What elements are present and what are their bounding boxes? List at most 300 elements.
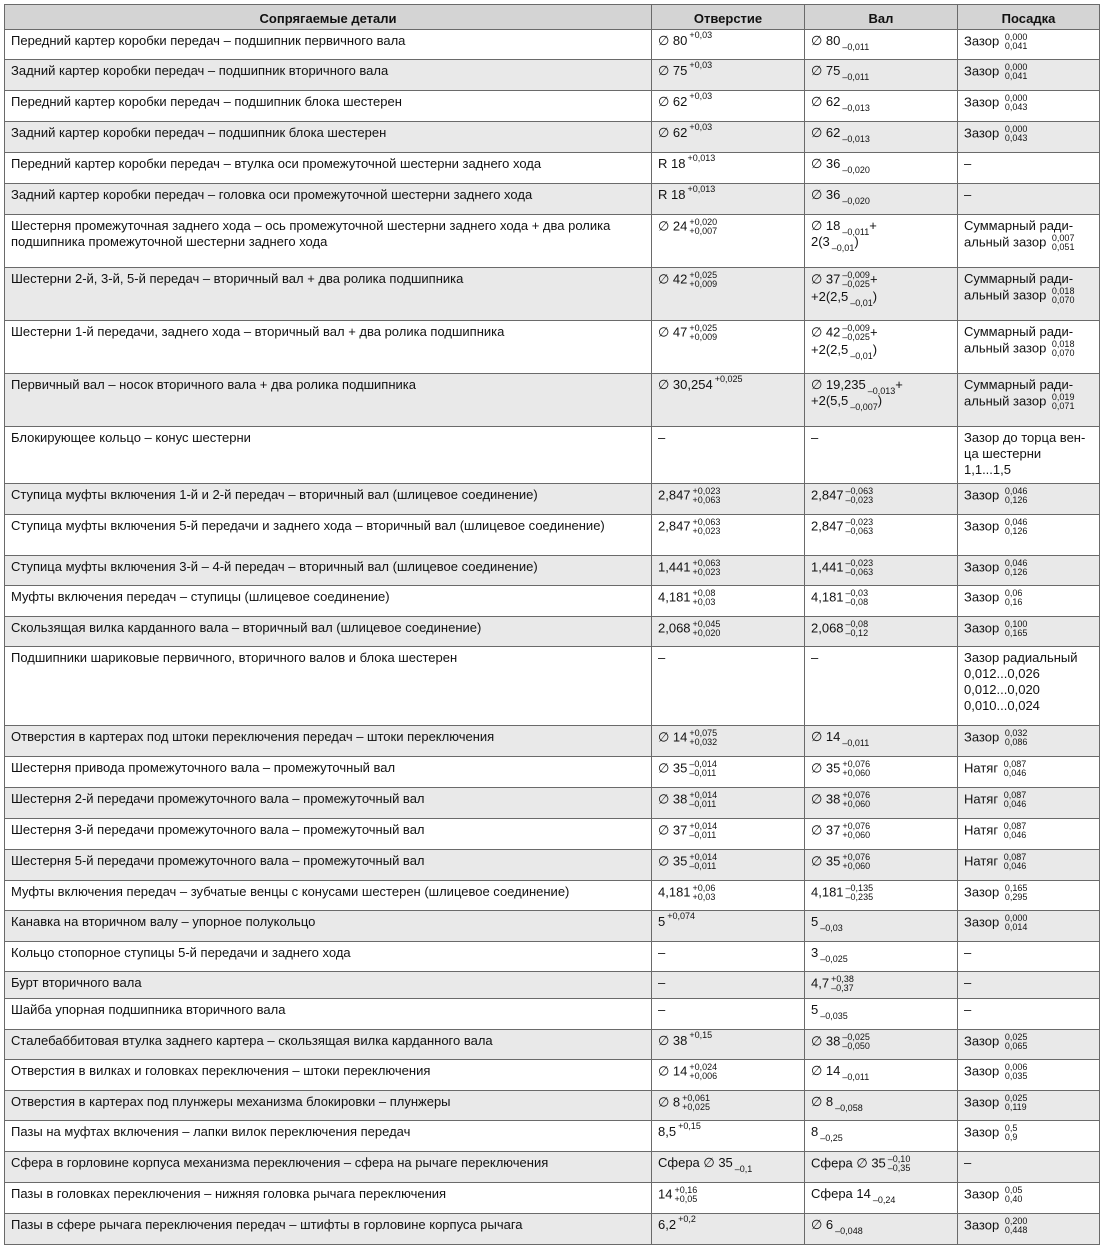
shaft-value <box>811 650 951 666</box>
fit-cell <box>958 911 1100 942</box>
fit-nominal: Суммарный ради- <box>964 377 1074 392</box>
hole-nominal: ∅ 38 <box>658 1033 688 1048</box>
lower-deviation: –0,08 <box>845 597 869 607</box>
hole-cell <box>652 726 805 757</box>
upper-deviation: –0,014 <box>689 759 717 769</box>
lower-deviation: +0,05 <box>674 1194 698 1204</box>
hole-nominal: ∅ 62 <box>658 125 688 140</box>
hole-nominal: – <box>658 430 666 445</box>
upper-deviation: 0,046 <box>1004 558 1028 568</box>
shaft-cell <box>805 942 958 972</box>
tolerance-stack <box>689 1063 717 1081</box>
lower-deviation: –0,011 <box>842 738 870 748</box>
table-row <box>5 999 1100 1030</box>
tolerance-stack <box>1004 853 1027 871</box>
shaft-value <box>811 63 951 82</box>
upper-deviation: 0,000 <box>1004 62 1028 72</box>
tolerance-stack <box>842 197 870 206</box>
tolerance-stack <box>689 1031 712 1040</box>
upper-deviation: +0,020 <box>689 217 718 227</box>
table-row <box>5 153 1100 184</box>
fit-value <box>964 156 1093 172</box>
lower-deviation: 0,014 <box>1004 922 1028 932</box>
tolerance-stack <box>842 1073 869 1082</box>
shaft-cell <box>805 881 958 911</box>
hole-cell <box>652 972 805 999</box>
fit-cell <box>958 942 1100 972</box>
shaft-nominal: ∅ 80 <box>811 33 841 48</box>
upper-deviation: –0,063 <box>845 486 874 496</box>
fit-value <box>964 234 1093 252</box>
parts-cell <box>5 850 652 881</box>
hole-nominal: 2,068 <box>658 620 691 636</box>
hole-value <box>658 1094 798 1112</box>
fit-nominal: 0,010...0,024 <box>964 698 1040 713</box>
lower-deviation: –0,01 <box>831 243 855 253</box>
tolerance-stack <box>689 271 717 289</box>
hole-value <box>658 1002 798 1018</box>
lower-deviation: –0,063 <box>845 567 874 577</box>
lower-deviation: 0,165 <box>1004 628 1028 638</box>
upper-deviation: 0,000 <box>1004 93 1028 103</box>
hole-cell <box>652 556 805 586</box>
lower-deviation: –0,025 <box>842 332 870 342</box>
hole-cell <box>652 1183 805 1214</box>
upper-deviation: 0,018 <box>1051 286 1075 296</box>
tolerance-stack <box>689 729 717 747</box>
tolerance-stack <box>842 760 870 778</box>
shaft-nominal: ∅ 75 <box>811 63 841 78</box>
fit-value <box>964 884 1093 902</box>
tolerance-stack <box>687 154 715 163</box>
fit-value <box>964 462 1093 478</box>
part-description: Кольцо стопорное ступицы 5-й передачи и заднего хода <box>11 945 351 960</box>
tolerance-stack <box>1005 1033 1028 1051</box>
upper-deviation: +0,014 <box>689 821 718 831</box>
tolerance-stack <box>842 1033 870 1051</box>
upper-deviation: +0,076 <box>842 759 871 769</box>
upper-deviation: +0,025 <box>689 270 718 280</box>
lower-deviation: 0,16 <box>1004 597 1023 607</box>
shaft-cell <box>805 268 958 321</box>
fit-cell <box>958 153 1100 184</box>
shaft-value <box>811 884 951 902</box>
shaft-cell <box>805 515 958 556</box>
hole-cell <box>652 1060 805 1091</box>
tolerance-stack <box>1005 884 1028 902</box>
lower-deviation: +0,060 <box>842 799 871 809</box>
upper-deviation: +0,025 <box>689 323 718 333</box>
fit-value <box>964 729 1093 747</box>
fit-value <box>964 650 1093 666</box>
fit-nominal: альный зазор <box>964 287 1050 303</box>
table-row <box>5 1121 1100 1152</box>
hole-nominal: ∅ 75 <box>658 63 688 78</box>
lower-deviation: +0,025 <box>682 1102 710 1112</box>
shaft-cell <box>805 374 958 427</box>
upper-deviation: 0,087 <box>1003 790 1027 800</box>
part-description: Канавка на вторичном валу – упорное полукольцо <box>11 914 316 929</box>
table-row <box>5 1214 1100 1245</box>
table-row <box>5 850 1100 881</box>
hole-cell <box>652 30 805 60</box>
tolerance-stack <box>689 123 712 132</box>
tolerance-stack <box>689 791 717 809</box>
hole-value <box>658 975 798 991</box>
upper-deviation: +0,013 <box>687 153 716 163</box>
lower-deviation: 0,9 <box>1004 1132 1018 1142</box>
lower-deviation: 0,126 <box>1004 526 1028 536</box>
tolerance-stack <box>735 1165 753 1174</box>
table-row <box>5 911 1100 942</box>
lower-deviation: 0,070 <box>1051 348 1075 358</box>
fit-value <box>964 853 1093 871</box>
tolerance-stack <box>842 853 870 871</box>
hole-nominal: ∅ 35 <box>658 760 688 776</box>
fit-nominal: 0,012...0,020 <box>964 682 1040 697</box>
hole-nominal: 2,847 <box>658 518 691 534</box>
upper-deviation: +0,15 <box>678 1121 701 1131</box>
parts-cell <box>5 484 652 515</box>
upper-deviation: –0,009 <box>842 270 870 280</box>
tolerance-stack <box>693 884 716 902</box>
shaft-value <box>811 729 951 748</box>
shaft-value <box>811 430 951 446</box>
lower-deviation: –0,007 <box>850 402 878 412</box>
fit-nominal: альный зазор <box>964 393 1050 409</box>
parts-cell <box>5 911 652 942</box>
shaft-value <box>811 187 951 206</box>
table-row <box>5 30 1100 60</box>
lower-deviation: +0,063 <box>692 495 721 505</box>
table-row <box>5 60 1100 91</box>
shaft-cell <box>805 647 958 726</box>
table-header-row <box>5 5 1100 30</box>
fit-value <box>964 822 1093 840</box>
table-row <box>5 1030 1100 1060</box>
lower-deviation: 0,40 <box>1004 1194 1023 1204</box>
shaft-cell <box>805 617 958 647</box>
fit-value <box>964 975 1093 991</box>
hole-nominal: Сфера ∅ 35 <box>658 1155 733 1170</box>
fit-nominal: – <box>964 187 972 202</box>
fit-nominal: Натяг <box>964 822 1002 838</box>
shaft-cell <box>805 1183 958 1214</box>
lower-deviation: –0,050 <box>842 1041 870 1051</box>
hole-nominal: – <box>658 1002 666 1017</box>
part-description: Сфера в горловине корпуса механизма переключения – сфера на рычаге переключения <box>11 1155 549 1170</box>
lower-deviation: +0,009 <box>689 279 718 289</box>
tolerance-stack <box>693 620 721 638</box>
lower-deviation: 0,119 <box>1004 1102 1027 1112</box>
hole-nominal: – <box>658 650 666 665</box>
fit-nominal: Зазор <box>964 1124 1003 1140</box>
tolerance-stack <box>693 487 721 505</box>
fit-value <box>964 791 1093 809</box>
fit-cell <box>958 1152 1100 1183</box>
shaft-nominal: ∅ 14 <box>811 1063 841 1078</box>
shaft-cell <box>805 757 958 788</box>
tolerance-stack <box>689 31 712 40</box>
part-description: Сталебаббитовая втулка заднего картера – скользящая вилка карданного вала <box>11 1033 493 1048</box>
shaft-value <box>811 289 951 308</box>
hole-value <box>658 1063 798 1081</box>
tolerance-stack <box>846 589 869 607</box>
fit-value <box>964 1217 1093 1235</box>
part-description: Передний картер коробки передач – втулка оси промежуточной шестерни заднего хода <box>11 156 542 171</box>
shaft-nominal: ∅ 42 <box>811 324 841 340</box>
upper-deviation: +0,074 <box>667 911 696 921</box>
fit-cell <box>958 1060 1100 1091</box>
fit-value <box>964 287 1093 305</box>
shaft-cell <box>805 972 958 999</box>
table-row <box>5 1060 1100 1091</box>
fit-cell <box>958 60 1100 91</box>
fit-value <box>964 945 1093 961</box>
upper-deviation: 0,025 <box>1004 1032 1028 1042</box>
tolerance-stack <box>689 61 712 70</box>
table-row <box>5 268 1100 321</box>
parts-cell <box>5 1091 652 1121</box>
table-row <box>5 321 1100 374</box>
shaft-value <box>811 234 951 253</box>
fit-value <box>964 1094 1093 1112</box>
hole-cell <box>652 374 805 427</box>
fit-cell <box>958 1214 1100 1245</box>
table-row <box>5 942 1100 972</box>
shaft-nominal: ∅ 38 <box>811 1033 841 1049</box>
hole-value <box>658 184 798 203</box>
hole-value <box>658 1186 798 1204</box>
fit-nominal: Натяг <box>964 791 1002 807</box>
fit-value <box>964 125 1093 143</box>
part-description: Пазы в сфере рычага переключения передач – штифты в горловине корпуса рычага <box>11 1217 523 1232</box>
tolerance-stack <box>1005 518 1028 536</box>
upper-deviation: 0,5 <box>1004 1123 1018 1133</box>
shaft-value <box>811 1002 951 1021</box>
parts-cell <box>5 374 652 427</box>
part-description: Отверстия в вилках и головках переключения – штоки переключения <box>11 1063 431 1078</box>
shaft-nominal: ∅ 19,235 <box>811 377 866 392</box>
lower-deviation: –0,011 <box>689 830 717 840</box>
upper-deviation: 0,000 <box>1004 32 1028 42</box>
hole-nominal: ∅ 42 <box>658 271 688 287</box>
shaft-cell <box>805 819 958 850</box>
hole-value <box>658 153 798 172</box>
parts-cell <box>5 647 652 726</box>
trailing-symbol: + <box>869 324 878 340</box>
part-description: Шестерня привода промежуточного вала – промежуточный вал <box>11 760 396 775</box>
upper-deviation: +0,023 <box>692 486 721 496</box>
upper-deviation: 0,018 <box>1051 339 1075 349</box>
shaft-nominal: ∅ 38 <box>811 791 841 807</box>
upper-deviation: 0,032 <box>1004 728 1028 738</box>
fit-value <box>964 589 1093 607</box>
fit-cell <box>958 757 1100 788</box>
shaft-nominal: ∅ 62 <box>811 94 841 109</box>
tolerance-stack <box>1005 1124 1018 1142</box>
lower-deviation: –0,013 <box>842 103 870 113</box>
upper-deviation: –0,023 <box>845 517 874 527</box>
shaft-cell <box>805 1060 958 1091</box>
lower-deviation: –0,011 <box>842 227 870 237</box>
table-row <box>5 122 1100 153</box>
shaft-value <box>811 589 951 607</box>
part-description: Пазы на муфтах включения – лапки вилок переключения передач <box>11 1124 411 1139</box>
tolerance-stack <box>868 387 896 396</box>
tolerance-stack <box>842 166 870 175</box>
upper-deviation: –0,10 <box>887 1154 911 1164</box>
shaft-nominal: 4,181 <box>811 884 844 900</box>
fit-cell <box>958 881 1100 911</box>
upper-deviation: –0,135 <box>845 883 874 893</box>
tolerance-stack <box>1005 559 1028 577</box>
upper-deviation: +0,025 <box>714 374 743 384</box>
parts-cell <box>5 91 652 122</box>
part-description: Бурт вторичного вала <box>11 975 142 990</box>
hole-cell <box>652 215 805 268</box>
upper-deviation: +0,08 <box>692 588 716 598</box>
tolerance-stack <box>820 1012 848 1021</box>
shaft-nominal: – <box>811 650 819 665</box>
trailing-symbol: ) <box>854 234 859 249</box>
fit-cell <box>958 819 1100 850</box>
hole-nominal: ∅ 8 <box>658 1094 681 1110</box>
upper-deviation: 0,006 <box>1004 1062 1028 1072</box>
fit-value <box>964 620 1093 638</box>
lower-deviation: –0,011 <box>689 768 717 778</box>
fit-cell <box>958 374 1100 427</box>
lower-deviation: –0,013 <box>842 134 870 144</box>
part-description: Блокирующее кольцо – конус шестерни <box>11 430 251 445</box>
table-row <box>5 1152 1100 1183</box>
fit-cell <box>958 647 1100 726</box>
upper-deviation: 0,087 <box>1003 759 1027 769</box>
hole-cell <box>652 153 805 184</box>
shaft-value <box>811 487 951 505</box>
fit-nominal: Суммарный ради- <box>964 324 1074 339</box>
hole-cell <box>652 1030 805 1060</box>
fit-value <box>964 1124 1093 1142</box>
upper-deviation: +0,03 <box>689 30 713 40</box>
fit-nominal: – <box>964 1155 972 1170</box>
tolerance-stack <box>1005 1094 1028 1112</box>
table-row <box>5 788 1100 819</box>
part-description: Ступица муфты включения 5-й передачи и заднего хода – вторичный вал (шлицевое соединение) <box>11 518 605 533</box>
parts-cell <box>5 122 652 153</box>
shaft-nominal: 1,441 <box>811 559 844 575</box>
tolerance-stack <box>842 324 870 342</box>
fit-value <box>964 1155 1093 1171</box>
shaft-cell <box>805 91 958 122</box>
hole-nominal: – <box>658 945 666 960</box>
shaft-cell <box>805 556 958 586</box>
shaft-value <box>811 1124 951 1143</box>
tolerance-stack <box>693 559 721 577</box>
shaft-value <box>811 853 951 871</box>
upper-deviation: –0,03 <box>845 588 869 598</box>
lower-deviation: 0,046 <box>1003 861 1027 871</box>
hole-value <box>658 122 798 141</box>
lower-deviation: –0,24 <box>872 1195 896 1205</box>
lower-deviation: 0,043 <box>1004 102 1028 112</box>
shaft-value <box>811 559 951 577</box>
header-shaft: Вал <box>805 5 958 30</box>
lower-deviation: 0,295 <box>1004 892 1028 902</box>
shaft-cell <box>805 586 958 617</box>
tolerance-stack <box>689 218 717 236</box>
fit-cell <box>958 122 1100 153</box>
table-row <box>5 726 1100 757</box>
fit-nominal: Зазор <box>964 559 1003 575</box>
shaft-nominal: 5 <box>811 1002 819 1017</box>
fit-nominal: Зазор до торца вен- <box>964 430 1086 445</box>
hole-value <box>658 620 798 638</box>
part-description: Передний картер коробки передач – подшипник блока шестерен <box>11 94 402 109</box>
hole-cell <box>652 321 805 374</box>
lower-deviation: 0,041 <box>1004 41 1028 51</box>
lower-deviation: 0,046 <box>1003 799 1027 809</box>
upper-deviation: +0,061 <box>682 1093 710 1103</box>
lower-deviation: –0,023 <box>845 495 874 505</box>
tolerance-stack <box>1052 393 1075 411</box>
lower-deviation: +0,007 <box>689 226 718 236</box>
part-description: Шестерни 2-й, 3-й, 5-й передач – вторичный вал + два ролика подшипника <box>11 271 464 286</box>
hole-nominal: ∅ 62 <box>658 94 688 109</box>
trailing-symbol: + <box>895 377 903 392</box>
shaft-cell <box>805 153 958 184</box>
lower-deviation: –0,063 <box>845 526 874 536</box>
part-description: Отверстия в картерах под плунжеры механизма блокировки – плунжеры <box>11 1094 451 1109</box>
parts-cell <box>5 819 652 850</box>
hole-value <box>658 791 798 809</box>
tolerance-stack <box>832 244 855 253</box>
shaft-nominal: ∅ 8 <box>811 1094 834 1109</box>
shaft-value <box>811 791 951 809</box>
lower-deviation: 0,035 <box>1004 1071 1028 1081</box>
shaft-cell <box>805 1091 958 1121</box>
tolerance-stack <box>715 375 743 384</box>
fit-cell <box>958 617 1100 647</box>
parts-cell <box>5 1060 652 1091</box>
lower-deviation: –0,020 <box>842 196 870 206</box>
fit-cell <box>958 427 1100 484</box>
lower-deviation: –0,035 <box>820 1011 848 1021</box>
hole-nominal: ∅ 37 <box>658 822 688 838</box>
hole-value <box>658 1155 798 1174</box>
fit-value <box>964 1063 1093 1081</box>
tolerance-stack <box>846 559 874 577</box>
fit-nominal: 0,012...0,026 <box>964 666 1040 681</box>
shaft-value <box>811 271 951 289</box>
shaft-nominal: ∅ 14 <box>811 729 841 744</box>
part-description: Пазы в головках переключения – нижняя головка рычага переключения <box>11 1186 447 1201</box>
tolerance-stack <box>846 518 874 536</box>
hole-cell <box>652 122 805 153</box>
tolerance-stack <box>687 185 715 194</box>
tolerance-stack <box>842 791 870 809</box>
trailing-symbol: ) <box>872 342 878 357</box>
hole-value <box>658 218 798 236</box>
lower-deviation: 0,070 <box>1051 295 1075 305</box>
shaft-value <box>811 125 951 144</box>
tolerance-stack <box>842 271 870 289</box>
table-body <box>5 30 1100 1245</box>
lower-deviation: –0,013 <box>867 386 896 396</box>
part-description: Шестерни 1-й передачи, заднего хода – вторичный вал + два ролика подшипника <box>11 324 505 339</box>
hole-cell <box>652 1214 805 1245</box>
upper-deviation: +0,013 <box>687 184 716 194</box>
